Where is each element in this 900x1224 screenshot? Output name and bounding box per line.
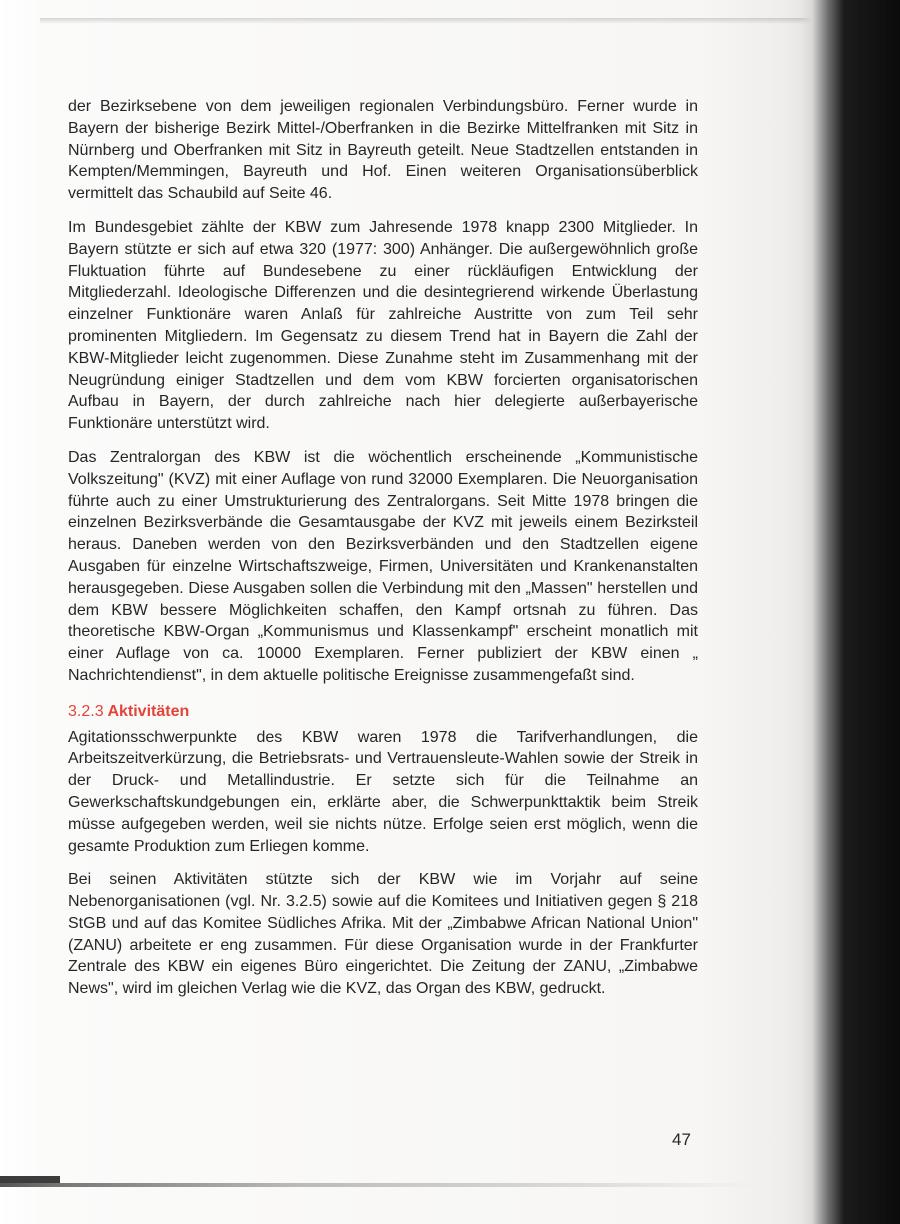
page-number: 47	[672, 1130, 691, 1149]
paragraph-agitation: Agitationsschwerpunkte des KBW waren 1978 die Tarifverhandlungen, die Arbeitszeitverkürzung, die Betriebsrats- und Vertrauensleute-Wahlen sowie der Streik in der Druck- und Metallindustrie. Er setzte sich für die Teilnahme an Gewerkschaftskundgebungen ein, erklärte aber, die Schwerpunkttaktik beim Streik müsse aufgegeben werden, weil sie nichts nütze. Erfolge seien erst möglich, wenn die gesamte Produktion zum Erliegen komme.	[68, 728, 698, 855]
paragraph-membership: Im Bundesgebiet zählte der KBW zum Jahresende 1978 knapp 2300 Mitglieder. In Bayern stützte er sich auf etwa 320 (1977: 300) Anhänger. Die außergewöhnlich große Fluktuation führte auf Bundesebene zu einer rückläufigen Entwicklung der Mitgliederzahl. Ideologische Differenzen und die desintegrierend wirkende Überlastung einzelner Funktionäre waren Anlaß für zahlreiche Austritte von zum Teil sehr prominenten Mitgliedern. Im Gegensatz zu diesem Trend hat in Bayern die Zahl der KBW-Mitglieder leicht zugenommen. Diese Zunahme steht im Zusammenhang mit der Neugründung einiger Stadtzellen und dem vom KBW forcierten organisatorischen Aufbau in Bayern, der durch zahlreiche nach hier delegierte außerbayerische Funktionäre unterstützt wird.	[68, 218, 698, 433]
book-spine-shadow	[800, 0, 900, 1224]
section-number: 3.2.3	[68, 702, 104, 720]
paragraph-organisation: der Bezirksebene von dem jeweiligen regionalen Verbindungsbüro. Ferner wurde in Bayern der bisherige Bezirk Mittel-/Oberfranken in die Bezirke Mittelfranken mit Sitz in Nürnberg und Oberfranken mit Sitz in Bayreuth geteilt. Neue Stadtzellen entstanden in Kempten/Memmingen, Bayreuth und Hof. Einen weiteren Organisationsüberblick vermittelt das Schaubild auf Seite 46.	[68, 98, 698, 203]
page-bottom-edge	[0, 1183, 760, 1187]
paragraph-publications: Das Zentralorgan des KBW ist die wöchentlich erscheinende „Kommunistische Volkszeitung" (KVZ) mit einer Auflage von rund 32000 Exemplaren. Die Neuorganisation führte auch zu einer Umstrukturierung des Zentralorgans. Seit Mitte 1978 bringen die einzelnen Bezirksverbände die Gesamtausgabe der KVZ mit jeweils einem Bezirksteil heraus. Daneben werden von den Bezirksverbänden und den Stadtzellen eigene Ausgaben für einzelne Wirtschaftszweige, Firmen, Universitäten und Krankenanstalten herausgegeben. Diese Ausgaben sollen die Verbindung mit den „Massen" herstellen und dem KBW bessere Möglichkeiten schaffen, den Kampf ortsnah zu führen. Das theoretische KBW-Organ „Kommunismus und Klassenkampf" erscheint monatlich mit einer Auflage von ca. 10000 Exemplaren. Ferner publiziert der KBW einen „ Nachrichtendienst", in dem aktuelle politische Ereignisse zusammengefaßt sind.	[68, 448, 698, 684]
document-body	[68, 96, 698, 1012]
section-heading	[68, 701, 698, 723]
section-title: Aktivitäten	[107, 702, 190, 720]
paragraph-activities: Bei seinen Aktivitäten stützte sich der KBW wie im Vorjahr auf seine Nebenorganisationen (vgl. Nr. 3.2.5) sowie auf die Komitees und Initiativen gegen § 218 StGB und auf das Komitee Südliches Afrika. Mit der „Zimbabwe African National Union" (ZANU) arbeitete er eng zusammen. Für diese Organisation wurde in der Frankfurter Zentrale des KBW ein eigenes Büro eingerichtet. Die Zeitung der ZANU, „Zimbabwe News", wird im gleichen Verlag wie die KVZ, das Organ des KBW, gedruckt.	[68, 871, 698, 998]
page-top-shadow	[40, 18, 840, 24]
